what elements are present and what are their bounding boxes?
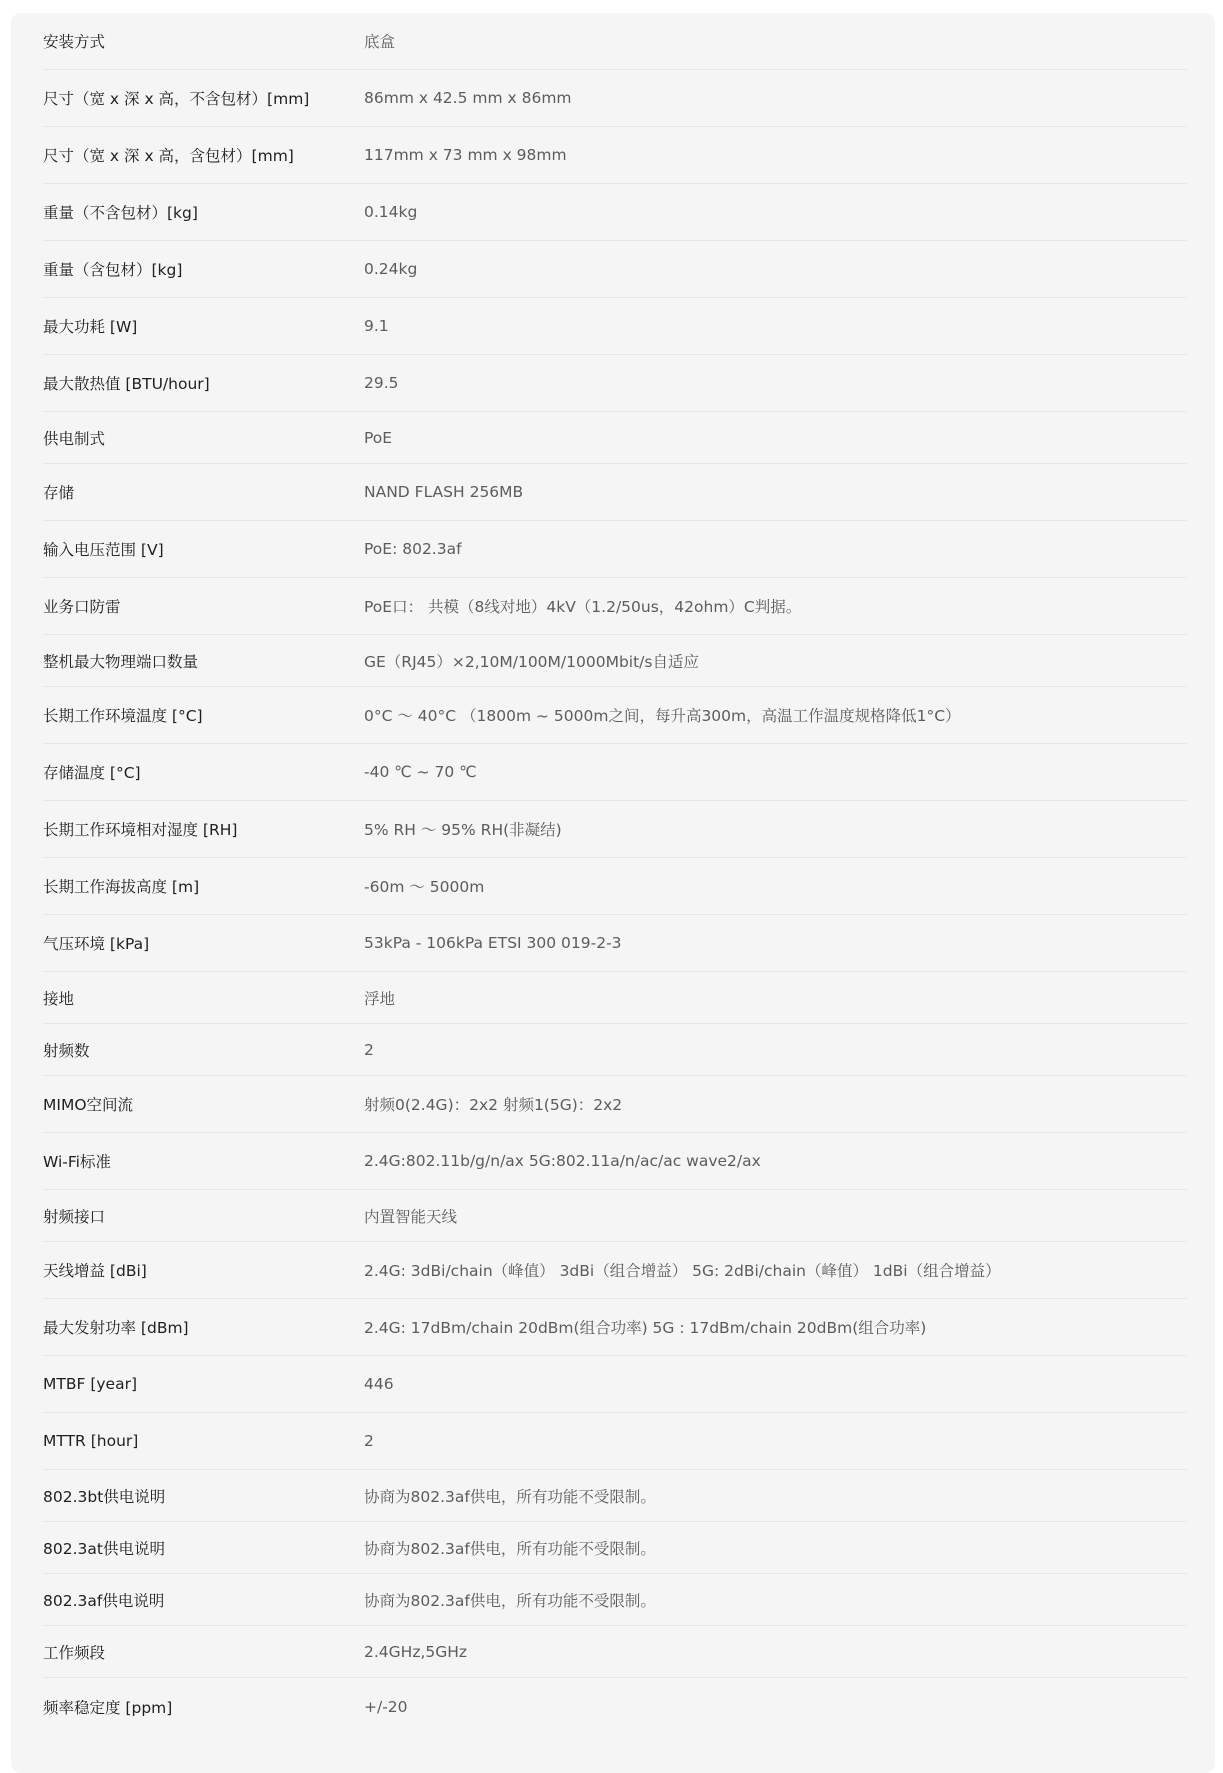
spec-label: 尺寸（宽 x 深 x 高，含包材）[mm] — [43, 147, 294, 165]
spec-row — [43, 1190, 1187, 1242]
spec-label: 业务口防雷 — [43, 598, 121, 616]
spec-label: 802.3bt供电说明 — [43, 1487, 166, 1506]
spec-value: 86mm x 42.5 mm x 86mm — [364, 89, 572, 107]
spec-row — [43, 801, 1187, 858]
spec-row — [43, 1133, 1187, 1190]
spec-label: 长期工作海拔高度 [m] — [43, 878, 200, 896]
spec-value: GE（RJ45）×2,10M/100M/1000Mbit/s自适应 — [364, 652, 699, 671]
spec-value: PoE: 802.3af — [364, 540, 462, 558]
spec-row — [43, 687, 1187, 744]
spec-label: 工作频段 — [43, 1643, 106, 1662]
spec-row — [43, 1626, 1187, 1678]
spec-value: 117mm x 73 mm x 98mm — [364, 146, 567, 164]
spec-label: 重量（含包材）[kg] — [43, 261, 183, 279]
spec-label: 气压环境 [kPa] — [43, 935, 150, 953]
spec-label: 尺寸（宽 x 深 x 高，不含包材）[mm] — [43, 90, 310, 108]
spec-row — [43, 1522, 1187, 1574]
spec-row — [43, 1024, 1187, 1076]
spec-row — [43, 1356, 1187, 1413]
spec-value: 浮地 — [364, 989, 396, 1008]
spec-value: NAND FLASH 256MB — [364, 483, 524, 501]
spec-value: 2 — [364, 1040, 374, 1059]
spec-table — [43, 13, 1187, 1735]
spec-row — [43, 127, 1187, 184]
spec-label: 供电制式 — [43, 429, 106, 448]
spec-row — [43, 578, 1187, 635]
spec-label: 输入电压范围 [V] — [43, 541, 164, 559]
spec-value: PoE口： 共模（8线对地）4kV（1.2/50us，42ohm）C判据。 — [364, 598, 802, 616]
spec-label: MTBF [year] — [43, 1375, 137, 1393]
spec-row — [43, 70, 1187, 127]
spec-value: 2.4G: 3dBi/chain（峰值） 3dBi（组合增益） 5G: 2dBi/chain（峰值） 1dBi（组合增益） — [364, 1262, 1001, 1280]
spec-label: Wi-Fi标准 — [43, 1153, 111, 1171]
spec-row — [43, 972, 1187, 1024]
spec-row — [43, 1574, 1187, 1626]
spec-row — [43, 1413, 1187, 1470]
spec-row — [43, 1470, 1187, 1522]
spec-label: 802.3at供电说明 — [43, 1539, 165, 1558]
spec-value: 5% RH ～ 95% RH(非凝结) — [364, 821, 562, 839]
spec-label: 射频数 — [43, 1041, 90, 1060]
spec-value: 53kPa - 106kPa ETSI 300 019-2-3 — [364, 934, 622, 952]
spec-row — [43, 355, 1187, 412]
spec-value: 2.4G: 17dBm/chain 20dBm(组合功率) 5G : 17dBm/chain 20dBm(组合功率) — [364, 1319, 927, 1337]
spec-value: -40 ℃ ~ 70 ℃ — [364, 763, 477, 781]
spec-label: 最大发射功率 [dBm] — [43, 1319, 189, 1337]
spec-label: 射频接口 — [43, 1207, 106, 1226]
spec-label: 安装方式 — [43, 33, 106, 51]
spec-row — [43, 184, 1187, 241]
spec-value: 2.4G:802.11b/g/n/ax 5G:802.11a/n/ac/ac wave2/ax — [364, 1152, 761, 1170]
spec-value: 内置智能天线 — [364, 1207, 458, 1226]
spec-value: 446 — [364, 1375, 394, 1393]
spec-value: 9.1 — [364, 317, 389, 335]
spec-label: 存储温度 [°C] — [43, 764, 141, 782]
spec-panel — [11, 13, 1215, 1773]
spec-row — [43, 521, 1187, 578]
spec-label: 频率稳定度 [ppm] — [43, 1698, 173, 1717]
spec-label: MIMO空间流 — [43, 1096, 134, 1114]
spec-row — [43, 1678, 1187, 1735]
spec-row — [43, 1299, 1187, 1356]
spec-row — [43, 1242, 1187, 1299]
spec-label: 最大功耗 [W] — [43, 318, 138, 336]
spec-value: 射频0(2.4G)：2x2 射频1(5G)：2x2 — [364, 1096, 623, 1114]
spec-label: 整机最大物理端口数量 — [43, 652, 199, 671]
spec-value: 底盒 — [364, 33, 396, 51]
spec-row — [43, 744, 1187, 801]
spec-row — [43, 13, 1187, 70]
spec-label: 802.3af供电说明 — [43, 1591, 165, 1610]
spec-row — [43, 858, 1187, 915]
spec-value: 协商为802.3af供电，所有功能不受限制。 — [364, 1487, 656, 1506]
spec-label: 长期工作环境温度 [°C] — [43, 707, 203, 725]
spec-label: 接地 — [43, 989, 75, 1008]
spec-value: 29.5 — [364, 374, 399, 392]
spec-row — [43, 1076, 1187, 1133]
spec-value: 2 — [364, 1432, 374, 1450]
spec-label: 长期工作环境相对湿度 [RH] — [43, 821, 238, 839]
spec-row — [43, 298, 1187, 355]
spec-label: 重量（不含包材）[kg] — [43, 204, 198, 222]
spec-value: 2.4GHz,5GHz — [364, 1642, 468, 1661]
spec-row — [43, 241, 1187, 298]
spec-label: 天线增益 [dBi] — [43, 1262, 147, 1280]
spec-value: 协商为802.3af供电，所有功能不受限制。 — [364, 1591, 656, 1610]
spec-label: 最大散热值 [BTU/hour] — [43, 375, 210, 393]
spec-label: 存储 — [43, 484, 75, 502]
spec-row — [43, 635, 1187, 687]
spec-value: 0.24kg — [364, 260, 418, 278]
spec-value: -60m ～ 5000m — [364, 878, 485, 896]
spec-row — [43, 464, 1187, 521]
spec-value: 协商为802.3af供电，所有功能不受限制。 — [364, 1539, 656, 1558]
spec-row — [43, 915, 1187, 972]
spec-label: MTTR [hour] — [43, 1432, 139, 1450]
spec-value: PoE — [364, 428, 393, 447]
spec-value: +/-20 — [364, 1697, 408, 1716]
spec-value: 0.14kg — [364, 203, 418, 221]
spec-value: 0°C ～ 40°C （1800m ~ 5000m之间，每升高300m，高温工作温度规格降低1°C） — [364, 707, 961, 725]
spec-row — [43, 412, 1187, 464]
